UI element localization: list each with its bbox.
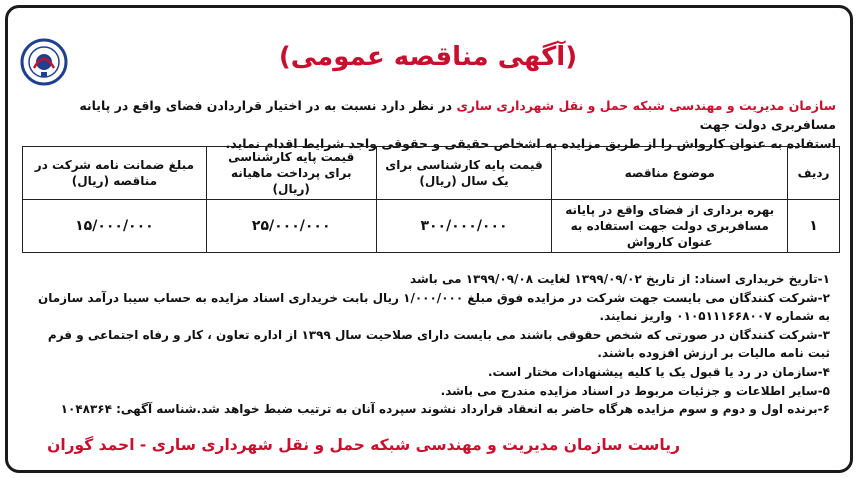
- organization-name: سازمان مدیریت و مهندسی شبکه حمل و نقل شهرداری ساری: [456, 98, 836, 113]
- terms-list: [26, 270, 830, 419]
- term-item: ۲-شرکت کنندگان می بایست جهت شرکت در مزایده فوق مبلغ ۱/۰۰۰/۰۰۰ ریال بابت خریداری اسناد مزایده به حساب سیبا درآمد سازمان به شماره ۰۱۰۵۱۱۱۶۶۸۰۰۷ واریز نمایند.: [37, 290, 830, 324]
- header-subject: موضوع مناقصه: [552, 147, 788, 200]
- header-annual-price: قیمت پایه کارشناسی برای یک سال (ریال): [376, 147, 552, 200]
- organization-emblem-icon: [20, 38, 68, 86]
- header-guarantee: مبلغ ضمانت نامه شرکت در مناقصه (ریال): [23, 147, 207, 200]
- term-item: ۱-تاریخ خریداری اسناد: از تاریخ ۱۳۹۹/۰۹/۰۲ لغایت ۱۳۹۹/۰۹/۰۸ می باشد: [410, 272, 830, 286]
- notice-frame: [5, 5, 853, 473]
- term-item: ۴-سازمان در رد یا قبول یک یا کلیه پیشنهادات مختار است.: [487, 364, 830, 379]
- table-row: [23, 200, 840, 253]
- header-row-number: ردیف: [788, 147, 840, 200]
- signature-line: ریاست سازمان مدیریت و مهندسی شبکه حمل و نقل شهرداری ساری - احمد گوران: [47, 436, 680, 454]
- cell-guarantee: ۱۵/۰۰۰/۰۰۰: [23, 200, 207, 253]
- cell-monthly-price: ۲۵/۰۰۰/۰۰۰: [206, 200, 376, 253]
- cell-annual-price: ۳۰۰/۰۰۰/۰۰۰: [376, 200, 552, 253]
- cell-subject: بهره برداری از فضای واقع در پایانه مسافربری دولت جهت استفاده به عنوان کارواش: [552, 200, 788, 253]
- term-item: ۶-برنده اول و دوم و سوم مزایده هرگاه حاضر به انعقاد قرارداد نشوند سپرده آنان به ترتیب ضبط خواهد شد.شناسه آگهی: ۱۰۴۸۳۶۴: [60, 402, 830, 417]
- term-item: ۳-شرکت کنندگان در صورتی که شخص حقوقی باشند می بایست دارای صلاحیت سال ۱۳۹۹ از اداره تعاون ، کار و رفاه اجتماعی و فرم ثبت نامه مالیات بر ارزش افزوده باشند.: [47, 327, 830, 361]
- tender-table: [22, 146, 840, 253]
- table-header-row: [23, 147, 840, 200]
- term-item: ۵-سایر اطلاعات و جزئیات مربوط در اسناد مزایده مندرج می باشد.: [440, 383, 830, 398]
- cell-row-number: ۱: [788, 200, 840, 253]
- header-monthly-price: قیمت پایه کارشناسی برای پرداخت ماهیانه (ریال): [206, 147, 376, 200]
- intro-text: [22, 96, 836, 153]
- intro-line1: در نظر دارد نسبت به در اختیار قراردادن فضای واقع در پایانه مسافربری دولت جهت: [79, 98, 836, 132]
- notice-title: (آگهی مناقصه عمومی): [278, 42, 578, 72]
- intro-line2: استفاده به عنوان کارواش را از طریق مزایده به اشخاص حقیقی و حقوقی واجد شرایط اقدام نماید.: [225, 136, 836, 151]
